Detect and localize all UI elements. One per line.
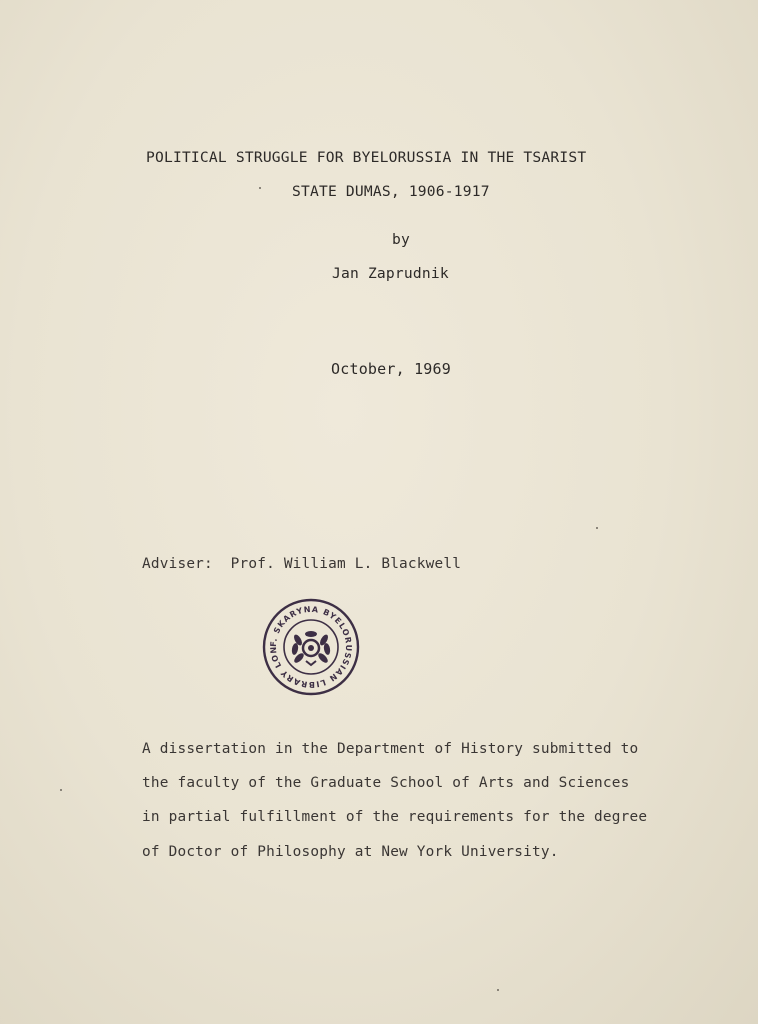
speck bbox=[596, 527, 598, 529]
speck bbox=[259, 187, 261, 189]
statement-line-4: of Doctor of Philosophy at New York University. bbox=[142, 844, 559, 860]
library-seal-icon bbox=[262, 598, 360, 696]
title-line-1: POLITICAL STRUGGLE FOR BYELORUSSIA IN THE TSARIST bbox=[146, 149, 587, 166]
speck bbox=[60, 789, 62, 791]
statement-line-3: in partial fulfillment of the requirements for the degree bbox=[142, 809, 648, 825]
author-name: Jan Zaprudnik bbox=[332, 265, 449, 282]
stamp-ring-text: F. SKARYNA BYELORUSSIAN LIBRARY LON bbox=[268, 604, 354, 690]
svg-text:F. SKARYNA BYELORUSSIAN LIBRAR bbox=[262, 598, 353, 689]
statement-line-1: A dissertation in the Department of History submitted to bbox=[142, 741, 639, 757]
submission-date: October, 1969 bbox=[331, 360, 451, 378]
title-line-2: STATE DUMAS, 1906-1917 bbox=[292, 183, 490, 200]
by-label: by bbox=[392, 231, 410, 248]
statement-line-2: the faculty of the Graduate School of Arts and Sciences bbox=[142, 775, 630, 791]
adviser-line: Adviser: Prof. William L. Blackwell bbox=[142, 556, 462, 572]
speck bbox=[497, 989, 499, 991]
